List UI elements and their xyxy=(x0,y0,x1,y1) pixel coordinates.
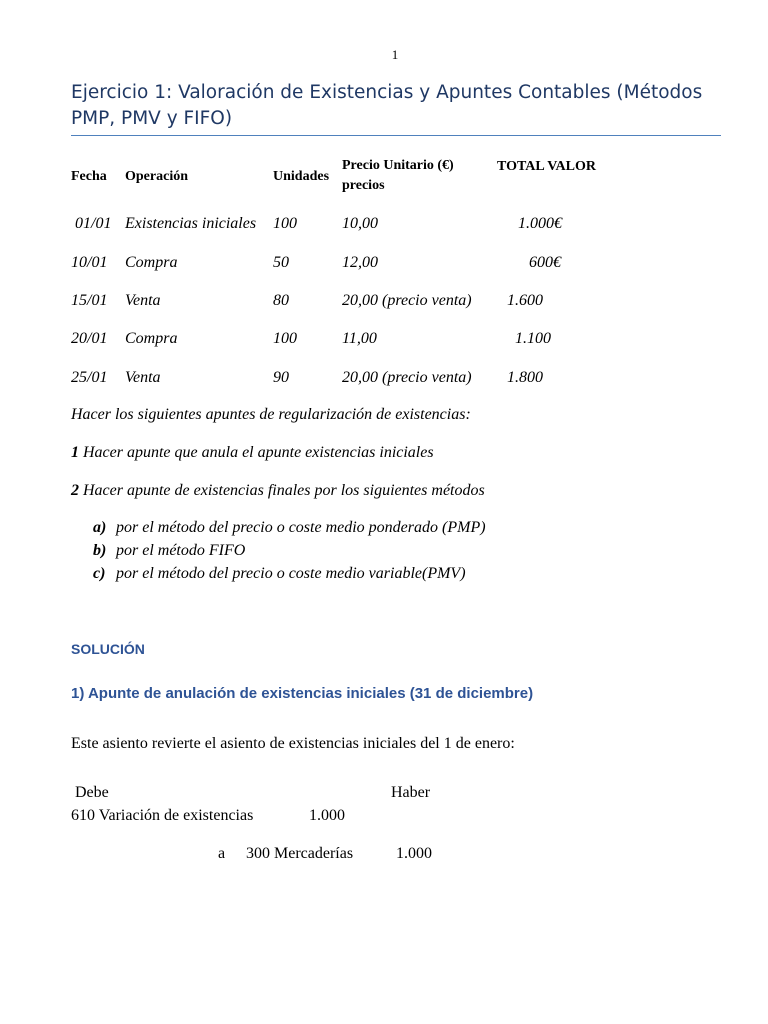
solution-heading: SOLUCIÓN xyxy=(71,641,145,657)
cell-unidades: 90 xyxy=(273,369,289,386)
cell-precio: 20,00 (precio venta) xyxy=(342,369,472,386)
method-item xyxy=(93,565,466,583)
cell-precio: 12,00 xyxy=(342,254,378,271)
cell-unidades: 100 xyxy=(273,330,297,347)
haber-label: Haber xyxy=(391,784,431,801)
method-marker: b) xyxy=(93,542,107,559)
instruction-step-1 xyxy=(71,444,434,462)
instruction-step-2 xyxy=(71,482,485,500)
cell-fecha: 01/01 xyxy=(75,215,112,232)
step-number: 1 xyxy=(71,444,79,461)
debit-account: 610 Variación de existencias xyxy=(71,807,254,824)
header-precio-line1: Precio Unitario (€) xyxy=(342,158,454,173)
method-item xyxy=(93,542,245,560)
cell-total: 1.000€ xyxy=(518,215,562,232)
credit-account: 300 Mercaderías xyxy=(246,845,354,862)
method-text: por el método del precio o coste medio ponderado (PMP) xyxy=(116,519,486,536)
cell-total: 1.600 xyxy=(507,292,543,309)
cell-precio: 11,00 xyxy=(342,330,377,347)
instructions-intro: Hacer los siguientes apuntes de regularización de existencias: xyxy=(71,406,471,423)
solution-description: Este asiento revierte el asiento de existencias iniciales del 1 de enero: xyxy=(71,735,515,752)
cell-operacion: Existencias iniciales xyxy=(125,215,257,232)
credit-amount: 1.000 xyxy=(396,845,432,862)
step-number: 2 xyxy=(71,482,79,499)
cell-fecha: 15/01 xyxy=(71,292,108,309)
cell-total: 600€ xyxy=(529,254,561,271)
cell-unidades: 50 xyxy=(273,254,289,271)
cell-fecha: 20/01 xyxy=(71,330,108,347)
step-text: Hacer apunte de existencias finales por los siguientes métodos xyxy=(83,482,485,499)
cell-operacion: Venta xyxy=(125,369,161,386)
header-fecha: Fecha xyxy=(71,169,107,184)
cell-unidades: 100 xyxy=(273,215,297,232)
header-operacion: Operación xyxy=(125,169,188,184)
cell-precio: 20,00 (precio venta) xyxy=(342,292,472,309)
title-underline xyxy=(71,135,721,136)
method-text: por el método del precio o coste medio variable(PMV) xyxy=(116,565,466,582)
cell-operacion: Compra xyxy=(125,254,178,271)
method-marker: c) xyxy=(93,565,106,582)
method-item xyxy=(93,519,486,537)
method-text: por el método FIFO xyxy=(116,542,246,559)
cell-operacion: Compra xyxy=(125,330,178,347)
solution-subheading: 1) Apunte de anulación de existencias iniciales (31 de diciembre) xyxy=(71,685,534,702)
cell-unidades: 80 xyxy=(273,292,289,309)
header-total: TOTAL VALOR xyxy=(497,159,596,174)
page-title: Ejercicio 1: Valoración de Existencias y Apuntes Contables (Métodos PMP, PMV y FIFO) xyxy=(71,82,703,129)
cell-precio: 10,00 xyxy=(342,215,378,232)
credit-prefix: a xyxy=(218,845,226,862)
page-number: 1 xyxy=(391,47,399,62)
cell-fecha: 25/01 xyxy=(71,369,108,386)
header-precio xyxy=(342,156,492,196)
debe-label: Debe xyxy=(75,784,109,801)
method-marker: a) xyxy=(93,519,107,536)
header-unidades: Unidades xyxy=(273,169,330,184)
step-text: Hacer apunte que anula el apunte existencias iniciales xyxy=(83,444,434,461)
cell-total: 1.100 xyxy=(515,330,551,347)
cell-operacion: Venta xyxy=(125,292,161,309)
header-precio-line2: precios xyxy=(342,178,385,193)
cell-total: 1.800 xyxy=(507,369,543,386)
cell-fecha: 10/01 xyxy=(71,254,108,271)
debit-amount: 1.000 xyxy=(309,807,345,824)
